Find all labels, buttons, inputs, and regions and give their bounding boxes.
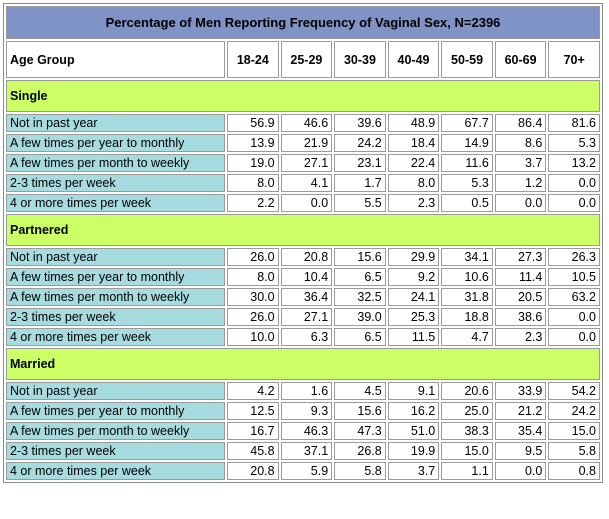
row-label: 2-3 times per week xyxy=(6,174,225,192)
table-cell: 20.5 xyxy=(495,288,547,306)
table-cell: 4.1 xyxy=(281,174,333,192)
table-cell: 24.2 xyxy=(548,402,600,420)
row-label: Not in past year xyxy=(6,114,225,132)
table-row xyxy=(6,308,600,326)
table-cell: 13.2 xyxy=(548,154,600,172)
table-cell: 21.9 xyxy=(281,134,333,152)
table-row xyxy=(6,248,600,266)
table-cell: 5.3 xyxy=(548,134,600,152)
table-cell: 20.8 xyxy=(281,248,333,266)
table-cell: 15.0 xyxy=(548,422,600,440)
table-cell: 10.6 xyxy=(441,268,493,286)
table-cell: 51.0 xyxy=(388,422,440,440)
row-label: A few times per year to monthly xyxy=(6,134,225,152)
table-cell: 21.2 xyxy=(495,402,547,420)
header-row xyxy=(6,41,600,78)
table-row xyxy=(6,288,600,306)
table-cell: 8.0 xyxy=(227,174,279,192)
table-cell: 16.2 xyxy=(388,402,440,420)
table-cell: 46.3 xyxy=(281,422,333,440)
row-label: 2-3 times per week xyxy=(6,308,225,326)
table-cell: 48.9 xyxy=(388,114,440,132)
row-label: A few times per month to weekly xyxy=(6,422,225,440)
table-cell: 5.3 xyxy=(441,174,493,192)
table-cell: 10.0 xyxy=(227,328,279,346)
table-cell: 5.9 xyxy=(281,462,333,480)
table-cell: 9.1 xyxy=(388,382,440,400)
table-cell: 0.0 xyxy=(495,462,547,480)
table-cell: 67.7 xyxy=(441,114,493,132)
table-cell: 8.6 xyxy=(495,134,547,152)
table-cell: 15.0 xyxy=(441,442,493,460)
row-label: Not in past year xyxy=(6,382,225,400)
table-cell: 26.8 xyxy=(334,442,386,460)
table-cell: 4.2 xyxy=(227,382,279,400)
table-row xyxy=(6,382,600,400)
table-row xyxy=(6,114,600,132)
row-label: 4 or more times per week xyxy=(6,194,225,212)
table-cell: 9.2 xyxy=(388,268,440,286)
table-cell: 35.4 xyxy=(495,422,547,440)
table-cell: 6.5 xyxy=(334,268,386,286)
table-cell: 14.9 xyxy=(441,134,493,152)
row-label: Not in past year xyxy=(6,248,225,266)
table-cell: 26.3 xyxy=(548,248,600,266)
column-header: 60-69 xyxy=(495,41,547,78)
row-label: A few times per year to monthly xyxy=(6,402,225,420)
table-cell: 1.1 xyxy=(441,462,493,480)
table-cell: 12.5 xyxy=(227,402,279,420)
table-cell: 2.2 xyxy=(227,194,279,212)
table-cell: 18.8 xyxy=(441,308,493,326)
table-cell: 4.7 xyxy=(441,328,493,346)
table-cell: 63.2 xyxy=(548,288,600,306)
table-title: Percentage of Men Reporting Frequency of Vaginal Sex, N=2396 xyxy=(6,6,600,39)
table-cell: 6.3 xyxy=(281,328,333,346)
table-cell: 5.8 xyxy=(548,442,600,460)
table-cell: 2.3 xyxy=(495,328,547,346)
section-row xyxy=(6,80,600,112)
table-row xyxy=(6,134,600,152)
table-cell: 9.3 xyxy=(281,402,333,420)
row-label: 4 or more times per week xyxy=(6,462,225,480)
table-body xyxy=(6,6,600,480)
table-cell: 0.0 xyxy=(281,194,333,212)
table-cell: 0.0 xyxy=(548,308,600,326)
table-cell: 3.7 xyxy=(388,462,440,480)
row-label: A few times per month to weekly xyxy=(6,154,225,172)
row-label: 4 or more times per week xyxy=(6,328,225,346)
table-cell: 1.7 xyxy=(334,174,386,192)
table-cell: 26.0 xyxy=(227,308,279,326)
table-row xyxy=(6,402,600,420)
table-cell: 11.4 xyxy=(495,268,547,286)
table-cell: 39.6 xyxy=(334,114,386,132)
table-cell: 37.1 xyxy=(281,442,333,460)
table-cell: 27.1 xyxy=(281,154,333,172)
table-cell: 56.9 xyxy=(227,114,279,132)
table-cell: 26.0 xyxy=(227,248,279,266)
table-cell: 33.9 xyxy=(495,382,547,400)
table-cell: 81.6 xyxy=(548,114,600,132)
section-row xyxy=(6,214,600,246)
table-cell: 11.5 xyxy=(388,328,440,346)
table-cell: 19.0 xyxy=(227,154,279,172)
table-cell: 38.3 xyxy=(441,422,493,440)
frequency-table-container xyxy=(3,3,603,483)
table-cell: 8.0 xyxy=(227,268,279,286)
table-cell: 24.1 xyxy=(388,288,440,306)
table-cell: 38.6 xyxy=(495,308,547,326)
row-header-label: Age Group xyxy=(6,41,225,78)
table-cell: 10.5 xyxy=(548,268,600,286)
section-label: Married xyxy=(6,348,600,380)
row-label: 2-3 times per week xyxy=(6,442,225,460)
table-cell: 46.6 xyxy=(281,114,333,132)
table-cell: 32.5 xyxy=(334,288,386,306)
table-cell: 2.3 xyxy=(388,194,440,212)
table-cell: 27.3 xyxy=(495,248,547,266)
table-cell: 30.0 xyxy=(227,288,279,306)
table-cell: 1.2 xyxy=(495,174,547,192)
table-cell: 1.6 xyxy=(281,382,333,400)
table-cell: 6.5 xyxy=(334,328,386,346)
table-cell: 8.0 xyxy=(388,174,440,192)
column-header: 25-29 xyxy=(281,41,333,78)
table-cell: 27.1 xyxy=(281,308,333,326)
table-cell: 0.0 xyxy=(548,194,600,212)
table-cell: 0.0 xyxy=(548,328,600,346)
frequency-table xyxy=(3,3,603,483)
table-cell: 9.5 xyxy=(495,442,547,460)
table-cell: 25.0 xyxy=(441,402,493,420)
table-cell: 0.0 xyxy=(548,174,600,192)
table-cell: 23.1 xyxy=(334,154,386,172)
table-row xyxy=(6,174,600,192)
table-row xyxy=(6,422,600,440)
table-cell: 19.9 xyxy=(388,442,440,460)
table-row xyxy=(6,442,600,460)
table-cell: 36.4 xyxy=(281,288,333,306)
table-cell: 11.6 xyxy=(441,154,493,172)
table-cell: 15.6 xyxy=(334,248,386,266)
table-row xyxy=(6,154,600,172)
table-cell: 25.3 xyxy=(388,308,440,326)
table-cell: 20.6 xyxy=(441,382,493,400)
section-label: Partnered xyxy=(6,214,600,246)
table-cell: 86.4 xyxy=(495,114,547,132)
column-header: 70+ xyxy=(548,41,600,78)
table-cell: 5.5 xyxy=(334,194,386,212)
column-header: 40-49 xyxy=(388,41,440,78)
table-cell: 39.0 xyxy=(334,308,386,326)
table-cell: 3.7 xyxy=(495,154,547,172)
table-cell: 0.0 xyxy=(495,194,547,212)
table-cell: 0.5 xyxy=(441,194,493,212)
table-cell: 45.8 xyxy=(227,442,279,460)
table-row xyxy=(6,328,600,346)
table-cell: 29.9 xyxy=(388,248,440,266)
table-cell: 4.5 xyxy=(334,382,386,400)
table-cell: 47.3 xyxy=(334,422,386,440)
table-cell: 24.2 xyxy=(334,134,386,152)
table-cell: 18.4 xyxy=(388,134,440,152)
table-cell: 20.8 xyxy=(227,462,279,480)
table-cell: 10.4 xyxy=(281,268,333,286)
column-header: 18-24 xyxy=(227,41,279,78)
section-row xyxy=(6,348,600,380)
column-header: 30-39 xyxy=(334,41,386,78)
table-cell: 13.9 xyxy=(227,134,279,152)
table-cell: 34.1 xyxy=(441,248,493,266)
table-cell: 5.8 xyxy=(334,462,386,480)
table-cell: 22.4 xyxy=(388,154,440,172)
table-cell: 16.7 xyxy=(227,422,279,440)
table-cell: 31.8 xyxy=(441,288,493,306)
table-cell: 0.8 xyxy=(548,462,600,480)
row-label: A few times per year to monthly xyxy=(6,268,225,286)
table-cell: 15.6 xyxy=(334,402,386,420)
table-row xyxy=(6,194,600,212)
table-row xyxy=(6,462,600,480)
table-cell: 54.2 xyxy=(548,382,600,400)
section-label: Single xyxy=(6,80,600,112)
table-row xyxy=(6,268,600,286)
row-label: A few times per month to weekly xyxy=(6,288,225,306)
column-header: 50-59 xyxy=(441,41,493,78)
